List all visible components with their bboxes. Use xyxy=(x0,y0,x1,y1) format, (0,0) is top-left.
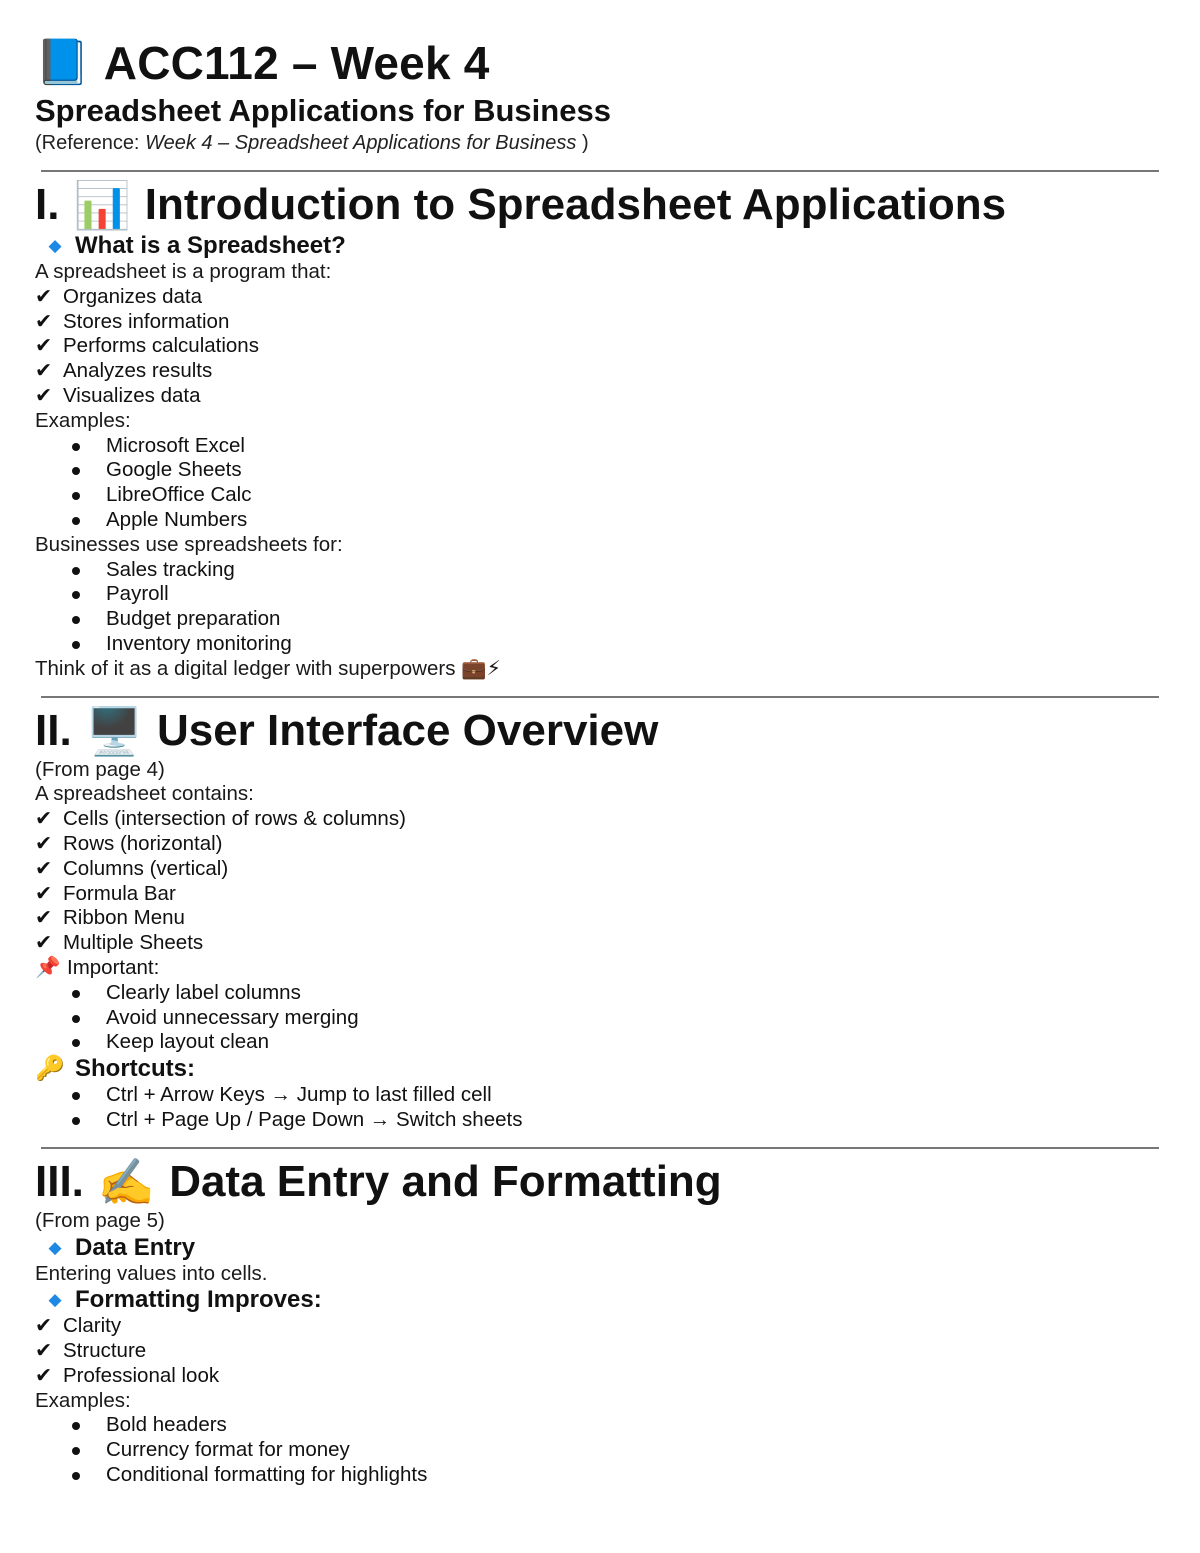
shortcuts-heading xyxy=(35,1055,1160,1083)
reference-prefix: (Reference: xyxy=(35,132,146,154)
section-1-checklist xyxy=(35,285,1160,409)
check-text: Columns (vertical) xyxy=(63,856,229,880)
list-item: Ctrl + Arrow Keys → Jump to last filled cell xyxy=(35,1083,1160,1108)
check-item xyxy=(35,334,1160,359)
business-uses-list xyxy=(35,558,1160,657)
divider xyxy=(41,696,1159,698)
reference-line xyxy=(35,130,1160,156)
check-item xyxy=(35,1339,1160,1364)
examples-label: Examples: xyxy=(35,408,131,432)
check-icon: ✔ xyxy=(35,1339,53,1363)
list-item: Apple Numbers xyxy=(35,508,1160,533)
data-entry-text: Entering values into cells. xyxy=(35,1261,268,1285)
subheading-text: What is a Spreadsheet? xyxy=(75,232,346,259)
blue-diamond-icon: ◆ xyxy=(48,1237,62,1257)
subheading-data-entry xyxy=(35,1234,1160,1262)
important-list xyxy=(35,981,1160,1055)
section-2-from-page: (From page 4) xyxy=(35,757,165,781)
check-text: Analyzes results xyxy=(63,359,213,383)
section-3-heading xyxy=(35,1155,1160,1209)
shortcuts-list xyxy=(35,1083,1160,1133)
list-item: Sales tracking xyxy=(35,558,1160,583)
pushpin-icon: 📌 xyxy=(35,955,61,979)
section-2-checklist xyxy=(35,807,1160,956)
list-item: Conditional formatting for highlights xyxy=(35,1463,1160,1488)
reference-suffix: ) xyxy=(576,132,589,154)
check-icon: ✔ xyxy=(35,284,53,308)
check-item xyxy=(35,931,1160,956)
check-icon: ✔ xyxy=(35,359,53,383)
reference-title: Week 4 – Spreadsheet Applications for Business xyxy=(145,132,577,154)
check-text: Organizes data xyxy=(63,284,203,308)
section-1-heading xyxy=(35,178,1160,232)
examples-list xyxy=(35,434,1160,533)
formatting-examples-list xyxy=(35,1413,1160,1487)
check-icon: ✔ xyxy=(35,906,53,930)
divider xyxy=(41,1147,1159,1149)
check-text: Rows (horizontal) xyxy=(63,831,223,855)
check-icon: ✔ xyxy=(35,334,53,358)
section-2-intro: A spreadsheet contains: xyxy=(35,782,254,806)
blue-diamond-icon: ◆ xyxy=(48,236,62,255)
list-item: Microsoft Excel xyxy=(35,434,1160,459)
list-item: Inventory monitoring xyxy=(35,632,1160,657)
check-text: Cells (intersection of rows & columns) xyxy=(63,807,406,831)
list-item: Ctrl + Page Up / Page Down → Switch sheets xyxy=(35,1108,1160,1133)
subheading-text: Formatting Improves: xyxy=(75,1286,322,1314)
section-1-intro: A spreadsheet is a program that: xyxy=(35,260,332,283)
list-item: Bold headers xyxy=(35,1413,1160,1438)
check-item xyxy=(35,359,1160,384)
section-3-title: Data Entry and Formatting xyxy=(169,1156,722,1206)
check-icon: ✔ xyxy=(35,807,53,831)
check-text: Clarity xyxy=(63,1314,122,1338)
check-item xyxy=(35,807,1160,832)
shortcuts-label: Shortcuts: xyxy=(75,1055,195,1083)
list-item: Keep layout clean xyxy=(35,1030,1160,1055)
check-text: Multiple Sheets xyxy=(63,931,204,955)
page-title: ACC112 – Week 4 xyxy=(103,37,490,89)
check-item xyxy=(35,882,1160,907)
check-text: Visualizes data xyxy=(63,383,201,407)
check-item xyxy=(35,1314,1160,1339)
check-text: Stores information xyxy=(63,309,230,333)
section-3-from-page: (From page 5) xyxy=(35,1208,165,1232)
examples-label: Examples: xyxy=(35,1388,131,1412)
check-icon: ✔ xyxy=(35,856,53,880)
bar-chart-icon: 📊 xyxy=(73,179,131,231)
list-item: Payroll xyxy=(35,582,1160,607)
section-3-numeral: III. xyxy=(35,1156,84,1206)
subheading-what-is-spreadsheet xyxy=(35,232,1160,260)
title-row xyxy=(35,36,1160,90)
check-text: Performs calculations xyxy=(63,334,259,358)
check-icon: ✔ xyxy=(35,1363,53,1387)
check-icon: ✔ xyxy=(35,1314,53,1338)
check-text: Professional look xyxy=(63,1363,220,1387)
list-item: Avoid unnecessary merging xyxy=(35,1006,1160,1031)
section-2-numeral: II. xyxy=(35,705,72,755)
list-item: Budget preparation xyxy=(35,607,1160,632)
important-label: Important: xyxy=(67,955,160,979)
subheading-formatting xyxy=(35,1286,1160,1314)
blue-diamond-icon: ◆ xyxy=(48,1290,62,1310)
section-2-title: User Interface Overview xyxy=(156,705,659,755)
divider xyxy=(41,170,1159,172)
business-label: Businesses use spreadsheets for: xyxy=(35,532,343,556)
subheading-text: Data Entry xyxy=(75,1233,196,1261)
section-1-numeral: I. xyxy=(35,180,60,229)
check-item xyxy=(35,310,1160,335)
section-1-title: Introduction to Spreadsheet Applications xyxy=(144,180,1007,229)
book-icon: 📘 xyxy=(35,38,90,87)
list-item: Google Sheets xyxy=(35,458,1160,483)
check-item xyxy=(35,285,1160,310)
check-icon: ✔ xyxy=(35,383,53,407)
check-icon: ✔ xyxy=(35,931,53,955)
check-icon: ✔ xyxy=(35,881,53,905)
closing-line: Think of it as a digital ledger with superpowers 💼⚡ xyxy=(35,656,502,680)
check-text: Structure xyxy=(63,1339,147,1363)
monitor-icon: 🖥️ xyxy=(85,704,143,757)
check-item xyxy=(35,857,1160,882)
check-item xyxy=(35,384,1160,409)
writing-hand-icon: ✍️ xyxy=(97,1155,156,1208)
important-line xyxy=(35,956,1160,981)
list-item: LibreOffice Calc xyxy=(35,483,1160,508)
check-item xyxy=(35,1364,1160,1389)
check-text: Formula Bar xyxy=(63,881,176,905)
list-item: Currency format for money xyxy=(35,1438,1160,1463)
section-2-heading xyxy=(35,704,1160,758)
section-3-checklist xyxy=(35,1314,1160,1388)
list-item: Clearly label columns xyxy=(35,981,1160,1006)
check-icon: ✔ xyxy=(35,831,53,855)
check-item xyxy=(35,832,1160,857)
check-item xyxy=(35,906,1160,931)
check-text: Ribbon Menu xyxy=(63,906,185,930)
check-icon: ✔ xyxy=(35,309,53,333)
key-icon: 🔑 xyxy=(35,1055,65,1083)
page-subtitle: Spreadsheet Applications for Business xyxy=(35,93,611,128)
